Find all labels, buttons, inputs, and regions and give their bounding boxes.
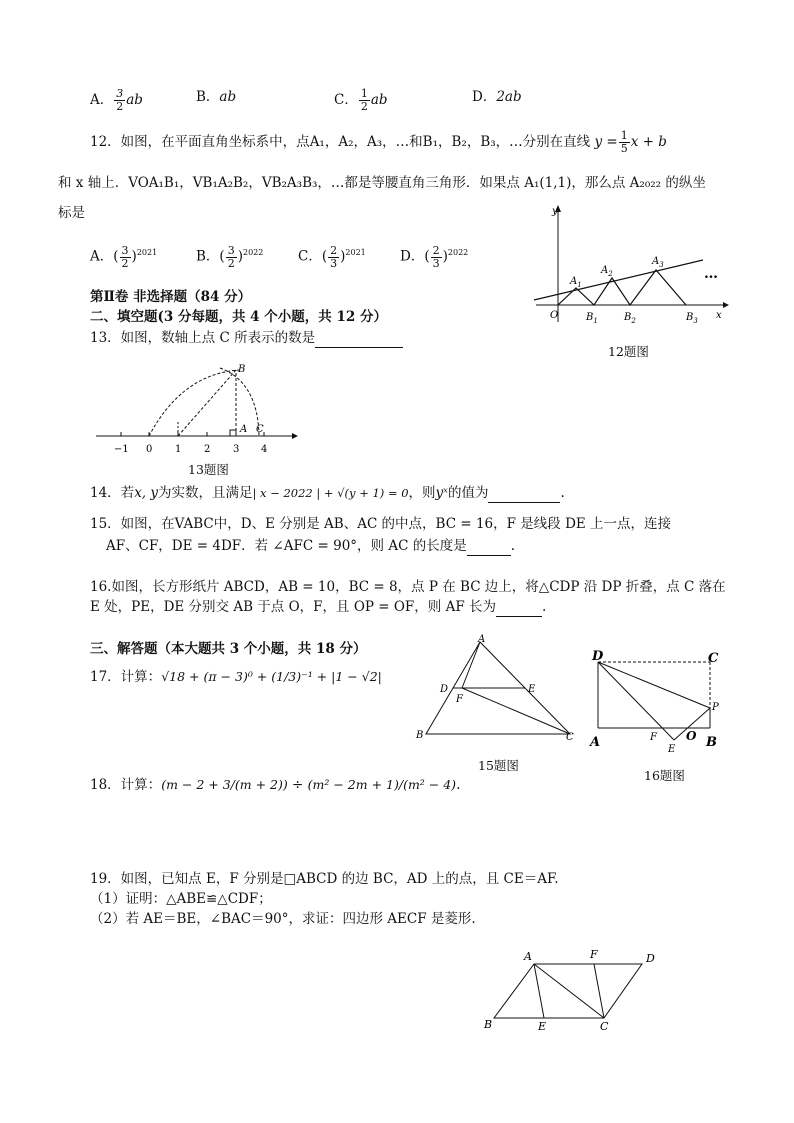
q12-label-a2: $A_2$: [601, 265, 613, 278]
q19-label-e: E: [538, 1020, 547, 1033]
q13-tick-label: 4: [261, 444, 268, 455]
q13-axis-arrow: [292, 433, 298, 439]
q12-line: [534, 260, 703, 300]
q12-option-b: B．( $\frac{3}{2}$ )$^{2022}$: [196, 243, 264, 270]
q19-label-a: A: [524, 950, 532, 963]
q19-label-d: D: [646, 952, 655, 965]
q11-option-c: C． $\frac{1}{2}$ ab: [334, 87, 388, 113]
q13-figure: [92, 362, 302, 462]
q12-label-b3: $B_3$: [686, 312, 698, 325]
q12-label-dots: …: [704, 266, 718, 282]
q12-caption: 12题图: [608, 344, 649, 359]
q13-tick-label: 1: [175, 444, 182, 455]
q15-caption: 15题图: [478, 758, 519, 773]
q12-line3: 标是: [58, 205, 85, 221]
q15-label-a: A: [478, 634, 486, 645]
q18-text: 18．计算：(m − 2 + 3/(m + 2)) ÷ (m² − 2m + 1)/(m² − 4).: [90, 777, 461, 793]
q16-caption: 16题图: [644, 768, 685, 783]
q16-label-a: A: [590, 735, 601, 750]
q12-figure: [528, 200, 738, 330]
q15-label-b: B: [416, 730, 424, 741]
q19-line2: （1）证明：△ABE≌△CDF；: [90, 891, 272, 907]
q15-segment-af: [462, 642, 480, 688]
q19-parallelogram: [494, 964, 642, 1018]
q15-label-d: D: [440, 684, 449, 695]
q12-label-o: O: [550, 310, 559, 321]
q12-label-b1: $B_1$: [586, 312, 598, 325]
q12-x-arrow: [723, 302, 729, 308]
q12-label-b2: $B_2$: [624, 312, 636, 325]
q12-option-a: A．( $\frac{3}{2}$ )$^{2021}$: [90, 243, 158, 270]
q13-tick-label: 3: [233, 444, 240, 455]
q13-arc-from-0: [149, 370, 239, 436]
q16-label-p: P: [712, 702, 719, 713]
q15-label-c: C: [566, 732, 574, 743]
q13-text: 13．如图，数轴上点 C 所表示的数是: [90, 329, 403, 348]
q19-line3: （2）若 AE＝BE，∠BAC＝90°，求证：四边形 AECF 是菱形.: [90, 911, 476, 927]
section3-title: 三、解答题（本大题共 3 个小题，共 18 分）: [90, 641, 367, 657]
q13-label-a: A: [240, 424, 248, 435]
q16-label-c: C: [708, 651, 719, 666]
q15-line1: 15．如图，在VABC中，D、E 分别是 AB、AC 的中点，BC = 16，F 是线段 DE 上一点，连接: [90, 516, 672, 532]
q12-line1: 12．如图，在平面直角坐标系中，点A₁，A₂，A₃，…和B₁，B₂，B₃，…分别在直线 y = $\frac{1}{5}$ x + b: [90, 129, 667, 155]
q16-segment-dp: [598, 662, 710, 708]
q19-segment-cf: [594, 964, 604, 1018]
q16-label-b: B: [706, 735, 717, 750]
q12-label-a1: $A_1$: [570, 276, 582, 289]
section2-title: 第Ⅱ卷 非选择题（84 分）: [90, 289, 252, 305]
q19-label-b: B: [484, 1018, 493, 1031]
q16-label-f: F: [650, 732, 657, 743]
q15-label-f: F: [456, 694, 463, 705]
q12-line2: 和 x 轴上．VOA₁B₁，VB₁A₂B₂，VB₂A₃B₃，…都是等腰直角三角形．如果点 A₁(1,1)，那么点 A₂₀₂₂ 的纵坐: [58, 175, 706, 191]
q16-label-e: E: [668, 744, 676, 755]
q16-figure: [586, 646, 736, 755]
q11-option-a: A． $\frac{3}{2}$ ab: [90, 87, 143, 113]
q19-figure: [482, 946, 682, 1038]
q15-segment-cf: [462, 688, 570, 734]
q14-text: 14．若x, y为实数，且满足| x − 2022 | + √(y + 1) = 0，则yˣ的值为 .: [90, 485, 565, 501]
q13-tick-label: 2: [204, 444, 211, 455]
q16-line2: E 处，PE，DE 分别交 AB 于点 O，F，且 OP = OF，则 AF 长为 .: [90, 599, 547, 615]
q11-option-d: D．2ab: [472, 89, 522, 105]
fill-in-title: 二、填空题(3 分每题，共 4 个小题，共 12 分）: [90, 309, 387, 325]
q12-label-y: y: [552, 206, 558, 217]
q13-right-angle: [230, 430, 236, 436]
q12-option-d: D．( $\frac{2}{3}$ )$^{2022}$: [400, 243, 469, 270]
q13-label-b: B: [238, 364, 246, 375]
q15-line2: AF、CF，DE = 4DF．若 ∠AFC = 90°，则 AC 的长度是 .: [106, 538, 515, 554]
q19-segment-ac: [534, 964, 604, 1018]
q17-text: 17．计算：√18 + (π − 3)⁰ + (1/3)⁻¹ + |1 − √2|: [90, 669, 382, 685]
q13-tick-label: 0: [146, 444, 153, 455]
q19-label-c: C: [600, 1020, 609, 1033]
q19-label-f: F: [590, 948, 598, 961]
q11-option-b: B．ab: [196, 89, 237, 105]
q19-segment-ae: [534, 964, 544, 1018]
q15-figure: [412, 634, 582, 746]
q13-label-c: C: [256, 424, 264, 435]
q16-line1: 16.如图，长方形纸片 ABCD，AB = 10，BC = 8，点 P 在 BC 边上，将△CDP 沿 DP 折叠，点 C 落在: [90, 579, 726, 595]
q13-caption: 13题图: [188, 462, 229, 477]
q12-label-x: x: [716, 310, 722, 321]
q12-option-c: C．( $\frac{2}{3}$ )$^{2021}$: [298, 243, 366, 270]
q13-segment-1b: [178, 370, 236, 436]
q16-label-o: O: [686, 729, 697, 743]
q12-label-a3: $A_3$: [652, 256, 664, 269]
q13-tick-label: −1: [114, 444, 129, 455]
q15-label-e: E: [528, 684, 536, 695]
q19-line1: 19．如图，已知点 E，F 分别是□ABCD 的边 BC，AD 上的点，且 CE＝AF.: [90, 871, 559, 887]
q16-label-d: D: [592, 649, 604, 664]
